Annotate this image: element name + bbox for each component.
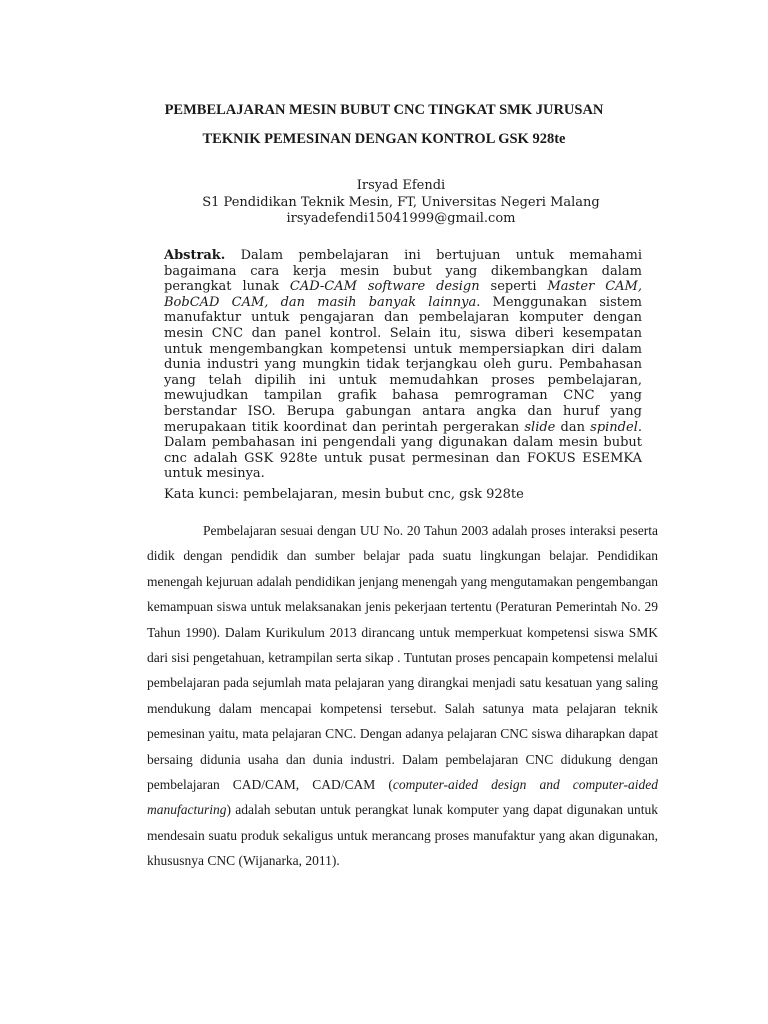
keywords: Kata kunci: pembelajaran, mesin bubut cnc, gsk 928te [164, 487, 524, 502]
abstract-label: Abstrak. [164, 248, 226, 263]
abstract-italic-term: spindel [590, 419, 638, 435]
title-line-1: PEMBELAJARAN MESIN BUBUT CNC TINGKAT SMK JURUSAN [164, 102, 604, 118]
author-block [120, 178, 682, 228]
abstract-italic-term: Master CAM, BobCAD CAM, dan masih banyak lainnya [164, 279, 642, 310]
abstract-text: Dalam pembelajaran ini bertujuan untuk memahami bagaimana cara kerja mesin bubut yang dikembangkan dalam perangkat lunak [164, 248, 642, 295]
author-name: Irsyad Efendi [356, 178, 446, 193]
abstract-italic-term: slide [524, 419, 556, 435]
abstract-text: . Menggunakan sistem manufaktur untuk pengajaran dan pembelajaran komputer dengan mesin CNC dan panel kontrol. Selain itu, siswa diberi kesempatan untuk mengembangkan kompetensi untuk mempersiapkan diri dalam dunia industri yang mungkin tidak terjangkau oleh guru. Pembahasan yang telah dipilih ini untuk memudahkan proses pembelajaran, mewujudkan tampilan grafik bahasa pemrograman CNC yang berstandar ISO. Berupa gabungan antara angka dan huruf yang merupakaan titik koordinat dan perintah pergerakan [164, 294, 642, 435]
title-line-2: TEKNIK PEMESINAN DENGAN KONTROL GSK 928te [202, 131, 566, 147]
abstract-text: seperti [479, 279, 548, 295]
abstract-text: . Dalam pembahasan ini pengendali yang digunakan dalam mesin bubut cnc adalah GSK 928te untuk pusat permesinan dan FOKUS ESEMKA untuk mesinya. [164, 419, 642, 482]
abstract-italic-term: CAD-CAM software design [289, 279, 480, 295]
body-text-run: Pembelajaran sesuai dengan UU No. 20 Tahun 2003 adalah proses interaksi peserta didik dengan pendidik dan sumber belajar pada suatu lingkungan belajar. Pendidikan menengah kejuruan adalah pendidikan jenjang menengah yang mengutamakan pengembangan kemampuan siswa untuk melaksanakan jenis pekerjaan tertentu (Peraturan Pemerintah No. 29 Tahun 1990). Dalam Kurikulum 2013 dirancang untuk memperkuat kompetensi siswa SMK dari sisi pengetahuan, ketrampilan serta sikap . Tuntutan proses pencapain kompetensi melalui pembelajaran pada sejumlah mata pelajaran yang dirangkai menjadi satu kesatuan yang saling mendukung dalam mencapai kompetensi tersebut. Salah satunya mata pelajaran teknik pemesinan yaitu, mata pelajaran CNC. Dengan adanya pelajaran CNC siswa diharapkan dapat bersaing didunia usaha dan dunia industri. Dalam pembelajaran CNC didukung dengan pembelajaran CAD/CAM, CAD/CAM ( [147, 523, 658, 793]
author-affiliation: S1 Pendidikan Teknik Mesin, FT, Universitas Negeri Malang [202, 194, 600, 210]
author-email: irsyadefendi15041999@gmail.com [286, 211, 516, 226]
body-text-run: ) adalah sebutan untuk perangkat lunak komputer yang dapat digunakan untuk mendesain suatu produk sekaligus untuk merancang proses manufaktur yang akan digunakan, khususnya CNC (Wijanarka, 2011). [147, 802, 658, 869]
body-paragraph [147, 518, 658, 874]
abstract-text: dan [555, 419, 591, 435]
body-italic-term: computer-aided design and computer-aided manufacturing [147, 777, 658, 818]
paper-title [120, 96, 648, 154]
abstract-paragraph [164, 248, 642, 482]
body-text [147, 518, 658, 874]
